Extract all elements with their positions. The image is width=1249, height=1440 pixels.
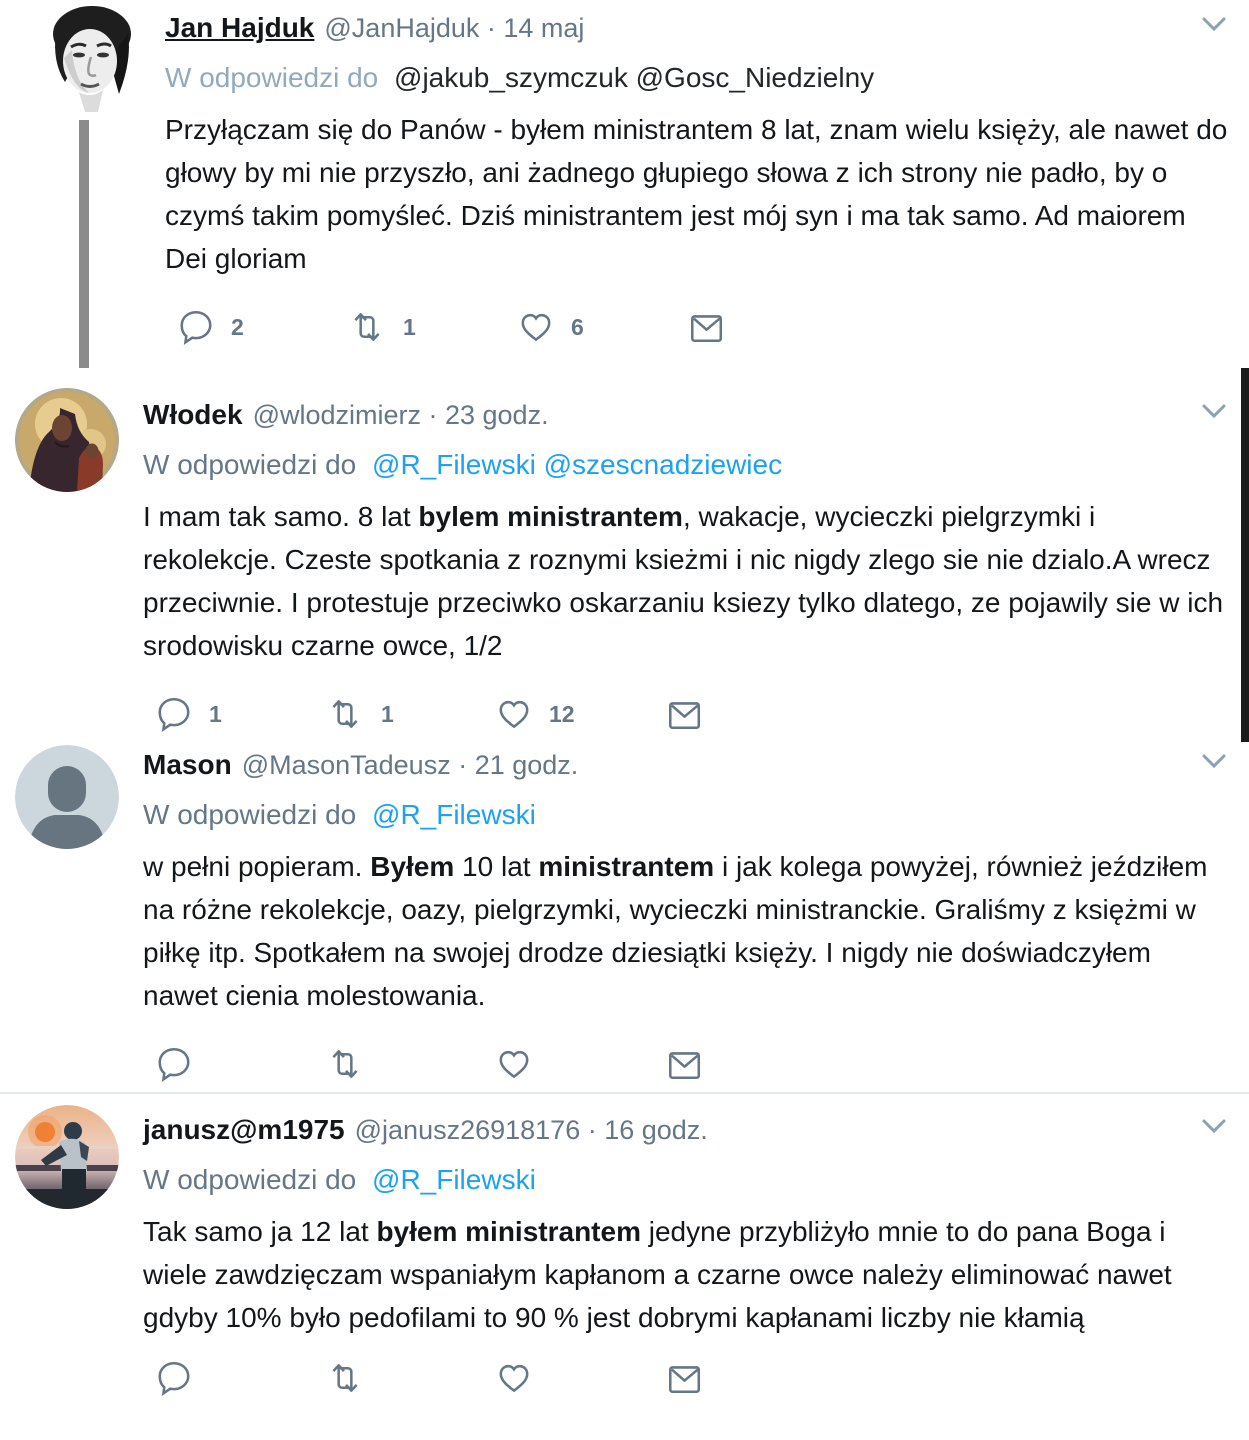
envelope-icon [687,308,725,346]
envelope-icon [665,1045,703,1083]
tweet[interactable] [0,1092,1249,1401]
retweet-count: 1 [381,700,394,727]
direct-message-button[interactable] [687,308,857,346]
text-segment-bold: byłem ministrantem [376,1216,641,1247]
reply-context [143,795,1231,835]
reply-icon [155,1045,193,1083]
retweet-button[interactable] [325,1359,495,1397]
reply-label: W odpowiedzi do [143,799,357,830]
tweet-text [143,495,1231,667]
reply-label: W odpowiedzi do [165,62,379,93]
text-segment-bold: Byłem [370,851,455,882]
text-segment-bold: ministrantem [538,851,715,882]
like-icon [495,695,533,733]
text-segment: Przyłączam się do Panów - byłem ministrantem 8 lat, znam wielu księży, ale nawet do głowy by mi nie przyszło, ani żadnego głupiego słowa z ich strony nie padło, by o czymś takim pomyśleć. Dziś ministrantem jest mój syn i ma tak samo. Ad maiorem Dei gloriam [165,114,1228,274]
handle-and-timestamp[interactable]: @MasonTadeusz · 21 godz. [241,750,579,780]
retweet-count: 1 [403,313,416,340]
text-segment: I mam tak samo. 8 lat [143,501,419,532]
avatar-portrait-photo [35,0,147,115]
like-count: 12 [549,700,575,727]
handle-and-timestamp[interactable]: @JanHajduk · 14 maj [324,13,585,43]
text-segment: Tak samo ja 12 lat [143,1216,377,1247]
reply-count: 1 [209,700,222,727]
display-name[interactable]: Mason [143,749,232,780]
like-button[interactable] [495,1045,665,1083]
display-name[interactable]: Włodek [143,399,243,430]
direct-message-button[interactable] [665,1045,835,1083]
display-name[interactable]: Jan Hajduk [165,12,315,43]
retweet-icon [347,308,387,346]
retweet-button[interactable] [347,308,517,346]
retweet-icon [325,1359,365,1397]
scrollbar-thumb[interactable] [1241,368,1249,742]
tweet-actions [143,691,1231,737]
reply-icon [155,695,193,733]
reply-label: W odpowiedzi do [143,449,357,480]
avatar-icon-image [15,388,119,492]
tweet-header [165,8,1231,48]
retweet-icon [325,695,365,733]
reply-context [143,445,1231,485]
reply-context [165,58,1231,98]
reply-button[interactable] [155,1359,325,1397]
like-icon [495,1359,533,1397]
avatar[interactable] [15,1105,119,1209]
envelope-icon [665,695,703,733]
handle-and-timestamp[interactable]: @janusz26918176 · 16 godz. [354,1115,708,1145]
retweet-button[interactable] [325,1045,495,1083]
chevron-down-icon[interactable] [1201,1118,1227,1139]
avatar-default-silhouette [15,745,119,849]
thread-connector-line [79,120,89,368]
tweet-text [165,108,1231,280]
reply-mentions[interactable]: @jakub_szymczuk @Gosc_Niedzielny [394,62,875,93]
text-segment: jedyne przybliżyło mnie to do pana Boga i wiele zawdzięczam wspaniałym kapłanom a czarne owce należy eliminować nawet gdyby 10% było pedofilami to 90 % jest dobrymi kapłanami liczby nie kłamią [143,1216,1172,1333]
tweet-header [143,395,1231,435]
avatar[interactable] [15,745,119,849]
tweet-text [143,1210,1231,1339]
like-button[interactable] [517,308,687,346]
envelope-icon [665,1359,703,1397]
like-count: 6 [571,313,584,340]
reply-mentions[interactable]: @R_Filewski [372,1164,536,1195]
text-segment: w pełni popieram. [143,851,371,882]
tweet-actions [143,1041,1231,1087]
reply-icon [155,1359,193,1397]
text-segment-bold: bylem ministrantem [418,501,683,532]
text-segment: , wakacje, wycieczki pielgrzymki i rekolekcje. Czeste spotkania z roznymi ksieżmi i nic nigdy zlego sie nie dzialo.A wrecz przeciwnie. I protestuje przeciwko oskarzaniu ksiezy tylko dlatego, ze pojawily sie w ich srodowisku czarne owce, 1/2 [143,501,1224,661]
like-icon [495,1045,533,1083]
avatar-sunset-photo [15,1105,119,1209]
tweet-actions [143,1355,1231,1401]
reply-mentions[interactable]: @R_Filewski @szescnadziewiec [372,449,783,480]
retweet-icon [325,1045,365,1083]
chevron-down-icon[interactable] [1201,16,1227,37]
reply-button[interactable] [155,1045,325,1083]
like-icon [517,308,555,346]
text-segment: i jak kolega powyżej, również jeździłem na różne rekolekcje, oazy, pielgrzymki, wycieczki ministranckie. Graliśmy z księżmi w piłkę itp. Spotkałem na swojej drodze dziesiątki księży. I nigdy nie doświadczyłem nawet cienia molestowania. [143,851,1208,1011]
tweet-text [143,845,1231,1017]
chevron-down-icon[interactable] [1201,403,1227,424]
tweet-header [143,745,1231,785]
reply-label: W odpowiedzi do [143,1164,357,1195]
reply-button[interactable] [155,695,325,733]
reply-context [143,1160,1231,1200]
reply-button[interactable] [177,308,347,346]
avatar[interactable] [35,0,147,115]
tweet[interactable] [0,0,1249,350]
like-button[interactable] [495,1359,665,1397]
tweet-header [143,1110,1231,1150]
reply-count: 2 [231,313,244,340]
display-name[interactable]: janusz@m1975 [143,1114,345,1145]
direct-message-button[interactable] [665,695,835,733]
retweet-button[interactable] [325,695,495,733]
text-segment: 10 lat [454,851,539,882]
direct-message-button[interactable] [665,1359,835,1397]
like-button[interactable] [495,695,665,733]
tweet-actions [165,304,1231,350]
reply-icon [177,308,215,346]
chevron-down-icon[interactable] [1201,753,1227,774]
tweet[interactable] [0,737,1249,1087]
handle-and-timestamp[interactable]: @wlodzimierz · 23 godz. [252,400,549,430]
tweet[interactable] [0,350,1249,737]
reply-mentions[interactable]: @R_Filewski [372,799,536,830]
avatar[interactable] [15,388,119,492]
